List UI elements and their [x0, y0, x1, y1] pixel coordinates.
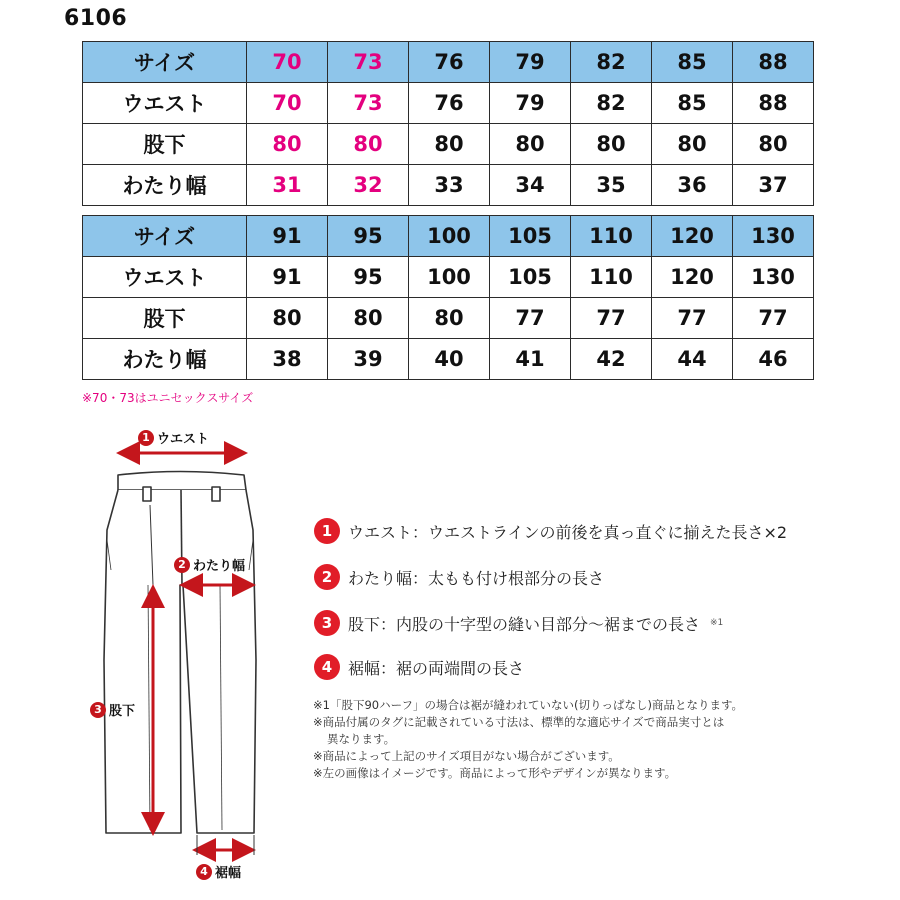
note-2: ※商品付属のタグに記載されている寸法は、標準的な適応サイズで商品実寸とは [313, 715, 725, 729]
table-cell: 95 [328, 257, 409, 298]
row-label: サイズ [83, 42, 247, 83]
table-row [83, 165, 814, 206]
table-row [83, 257, 814, 298]
pants-diagram [0, 410, 300, 894]
legend-item-waist: 1 ウエスト：ウエストラインの前後を真っ直ぐに揃えた長さ×2 [314, 518, 787, 544]
table-cell: 88 [733, 83, 814, 124]
legend-item-hem: 4 裾幅：裾の両端間の長さ [314, 654, 524, 680]
size-table-2 [82, 215, 814, 380]
table-cell: 80 [409, 124, 490, 165]
table-cell: 37 [733, 165, 814, 206]
table-cell: 79 [490, 42, 571, 83]
row-label: 股下 [83, 124, 247, 165]
pants-illustration [0, 410, 300, 890]
table-cell: 82 [571, 42, 652, 83]
table-cell: 77 [490, 298, 571, 339]
row-label: ウエスト [83, 83, 247, 124]
table-cell: 41 [490, 339, 571, 380]
table-cell: 39 [328, 339, 409, 380]
note-4: ※左の画像はイメージです。商品によって形やデザインが異なります。 [313, 766, 677, 780]
table-cell: 80 [247, 298, 328, 339]
table-cell: 40 [409, 339, 490, 380]
table-cell: 110 [571, 216, 652, 257]
table-cell: 80 [247, 124, 328, 165]
row-label: ウエスト [83, 257, 247, 298]
table-cell: 73 [328, 42, 409, 83]
notes [313, 697, 833, 782]
table-cell: 70 [247, 83, 328, 124]
table-row [83, 339, 814, 380]
table-row [83, 124, 814, 165]
number-badge-4: 4 [314, 654, 340, 680]
table-cell: 46 [733, 339, 814, 380]
table-row [83, 298, 814, 339]
table-cell: 130 [733, 216, 814, 257]
table-cell: 80 [571, 124, 652, 165]
table-cell: 91 [247, 257, 328, 298]
number-badge-3: 3 [314, 610, 340, 636]
table-cell: 80 [328, 124, 409, 165]
table-cell: 130 [733, 257, 814, 298]
table-cell: 82 [571, 83, 652, 124]
table-cell: 32 [328, 165, 409, 206]
row-label: わたり幅 [83, 339, 247, 380]
inseam-label: 3 股下 [90, 700, 135, 719]
table-cell: 35 [571, 165, 652, 206]
table-cell: 95 [328, 216, 409, 257]
table-cell: 85 [652, 83, 733, 124]
table-cell: 80 [733, 124, 814, 165]
table-cell: 77 [652, 298, 733, 339]
table-cell: 80 [490, 124, 571, 165]
waist-label: 1 ウエスト [138, 428, 209, 447]
unisex-note: ※70・73はユニセックスサイズ [82, 391, 254, 405]
table-cell: 38 [247, 339, 328, 380]
table-cell: 105 [490, 257, 571, 298]
table-cell: 31 [247, 165, 328, 206]
table-cell: 44 [652, 339, 733, 380]
table-cell: 100 [409, 216, 490, 257]
number-badge-2: 2 [314, 564, 340, 590]
note-2-cont: 異なります。 [327, 732, 396, 746]
legend-item-thigh: 2 わたり幅：太もも付け根部分の長さ [314, 564, 604, 590]
thigh-label: 2 わたり幅 [174, 555, 245, 574]
number-badge-1: 1 [314, 518, 340, 544]
table-cell: 79 [490, 83, 571, 124]
table-cell: 34 [490, 165, 571, 206]
row-label: サイズ [83, 216, 247, 257]
legend-item-inseam: 3 股下：内股の十字型の縫い目部分～裾までの長さ ※1 [314, 610, 723, 636]
table-cell: 100 [409, 257, 490, 298]
table-cell: 105 [490, 216, 571, 257]
table-cell: 85 [652, 42, 733, 83]
table-cell: 120 [652, 257, 733, 298]
row-label: 股下 [83, 298, 247, 339]
table-cell: 80 [652, 124, 733, 165]
table-cell: 42 [571, 339, 652, 380]
table-cell: 70 [247, 42, 328, 83]
size-table-1 [82, 41, 814, 206]
table-cell: 73 [328, 83, 409, 124]
table-cell: 77 [571, 298, 652, 339]
table-header-row [83, 216, 814, 257]
table-row [83, 83, 814, 124]
row-label: わたり幅 [83, 165, 247, 206]
table-cell: 88 [733, 42, 814, 83]
table-cell: 110 [571, 257, 652, 298]
table-cell: 33 [409, 165, 490, 206]
table-cell: 80 [409, 298, 490, 339]
table-cell: 76 [409, 42, 490, 83]
note-1: ※1「股下90ハーフ」の場合は裾が縫われていない(切りっぱなし)商品となります。 [313, 698, 744, 712]
hem-label: 4 裾幅 [196, 862, 241, 881]
table-cell: 80 [328, 298, 409, 339]
table-cell: 36 [652, 165, 733, 206]
table-cell: 76 [409, 83, 490, 124]
table-header-row [83, 42, 814, 83]
table-cell: 120 [652, 216, 733, 257]
table-cell: 91 [247, 216, 328, 257]
table-cell: 77 [733, 298, 814, 339]
product-code: 6106 [64, 6, 128, 31]
note-3: ※商品によって上記のサイズ項目がない場合がございます。 [313, 749, 620, 763]
